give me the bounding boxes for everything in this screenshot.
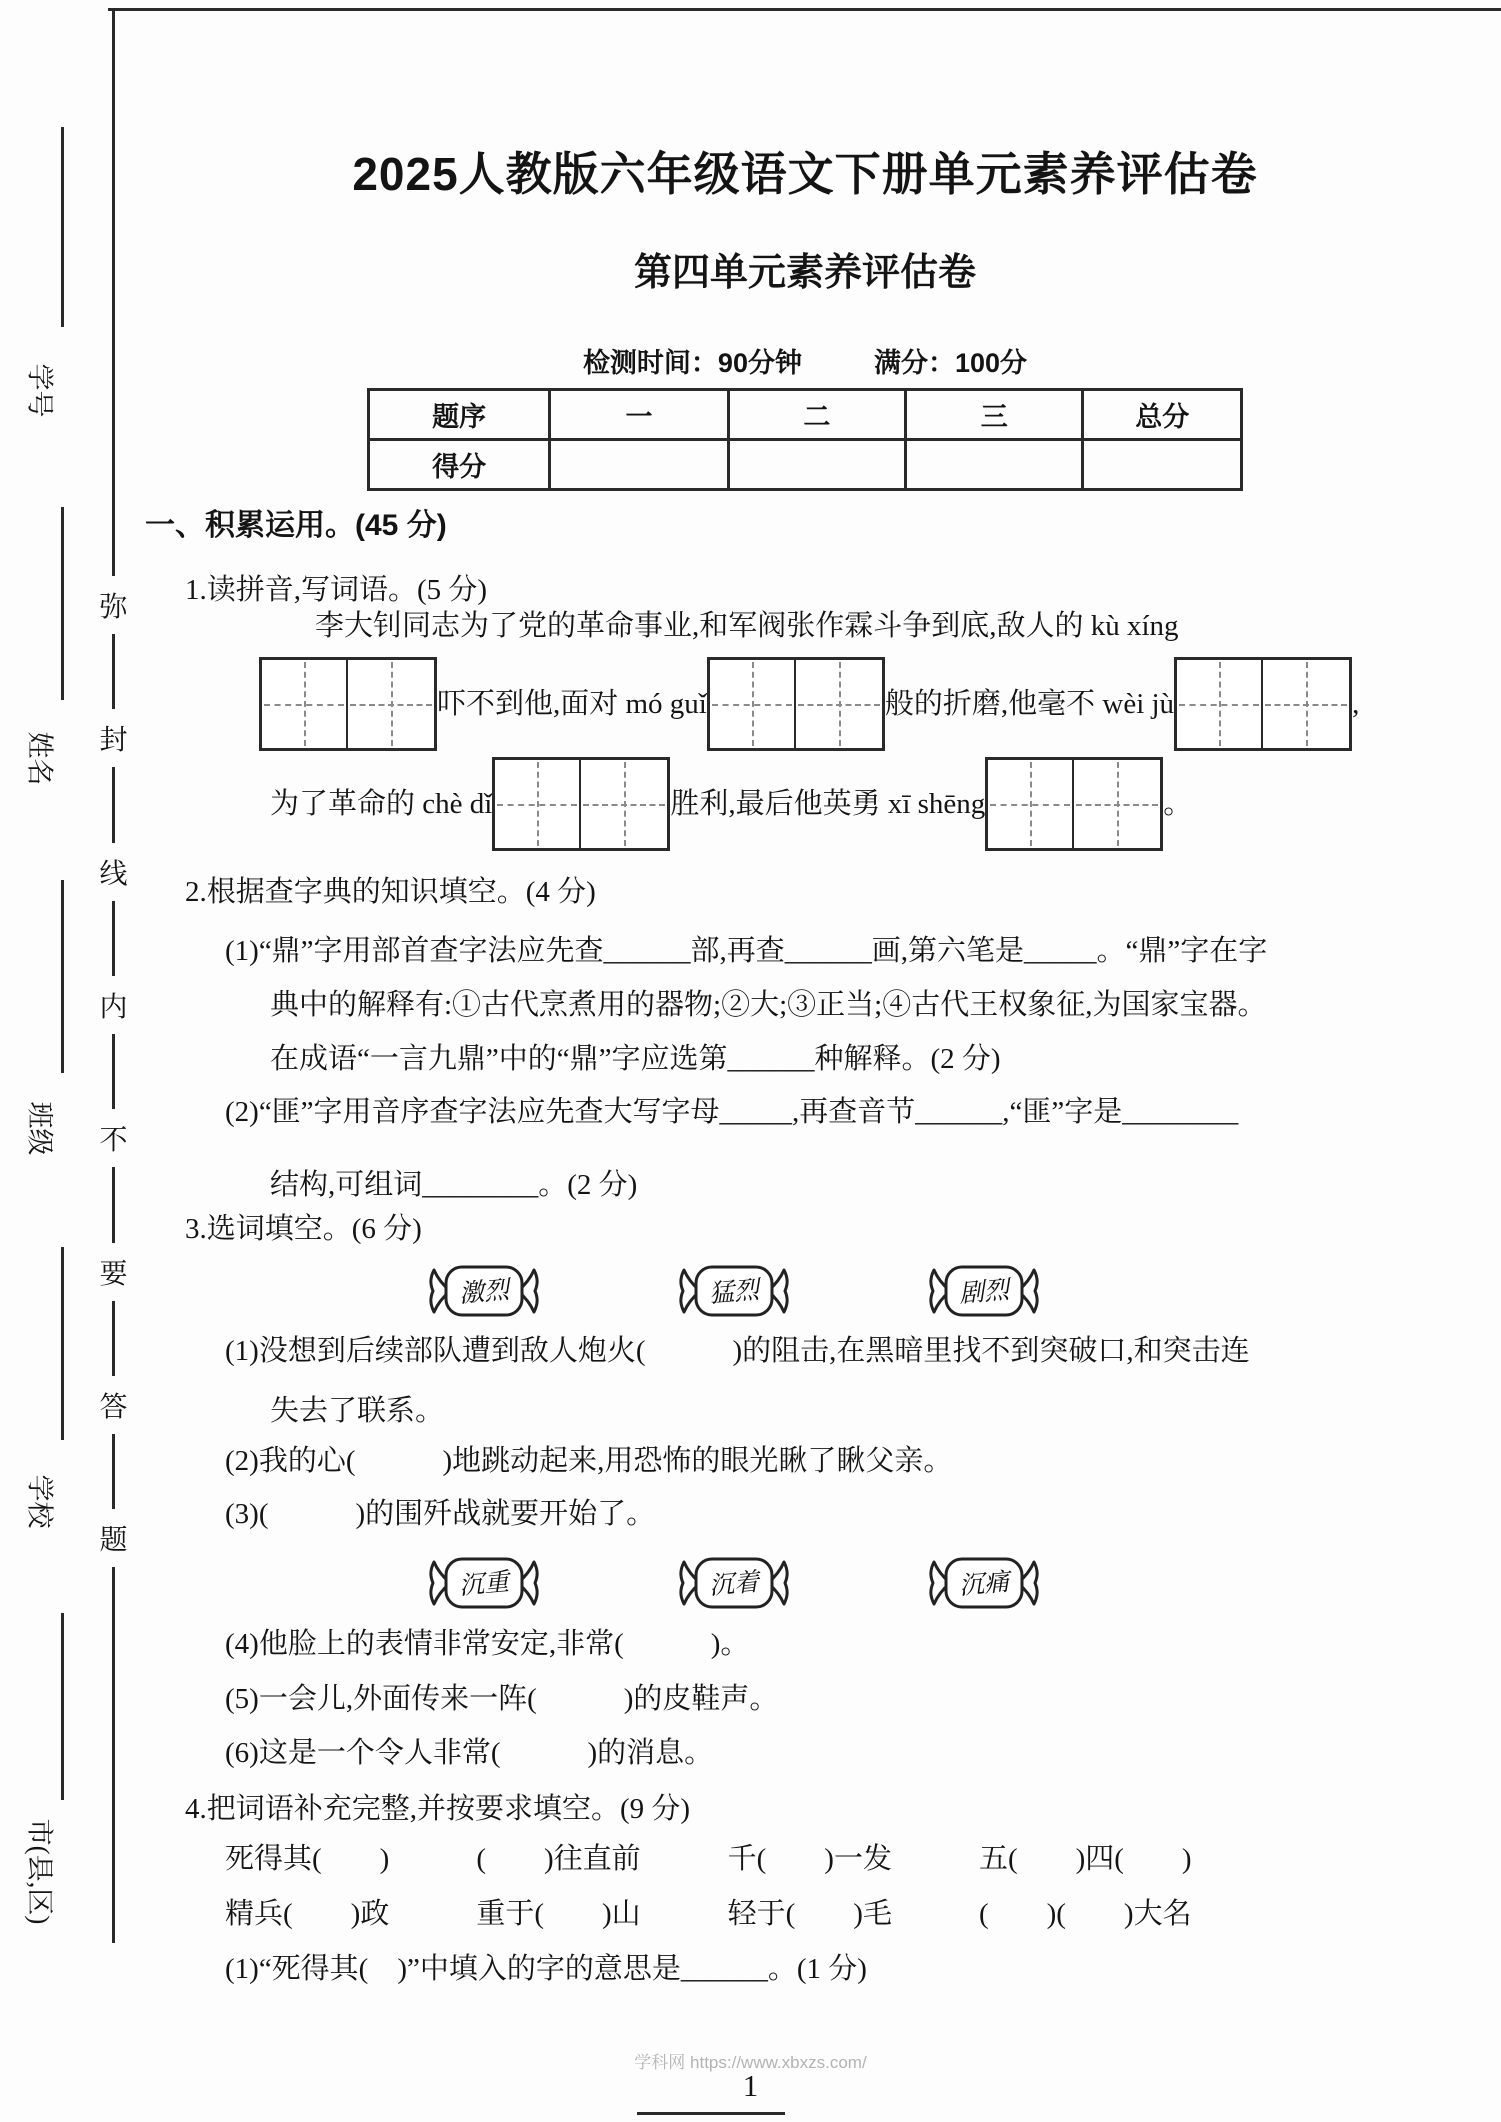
question-2-title: 2.根据查字典的知识填空。(4 分)	[185, 876, 596, 908]
q2-line: (1)“鼎”字用部首查字法应先查______部,再查______画,第六笔是_____。“鼎”字在字	[225, 935, 1268, 967]
q1-text-line-3	[270, 757, 1475, 851]
q2-line: 在成语“一言九鼎”中的“鼎”字应选第______种解释。(2 分)	[270, 1043, 1001, 1075]
q1-line3-text-b: 胜利,最后他英勇 xī shēng	[670, 788, 986, 820]
exam-score-label: 满分：100分	[873, 348, 1028, 378]
seal-char: 要	[95, 1243, 132, 1301]
field-label-school: 学校	[24, 1474, 55, 1529]
grid-cell	[1074, 760, 1160, 848]
word-candy	[923, 1262, 1045, 1320]
writing-grid	[492, 757, 670, 851]
score-table-cell: 一	[550, 390, 728, 440]
q1-line2-punct: ,	[1352, 688, 1360, 720]
question-4-title: 4.把词语补充完整,并按要求填空。(9 分)	[185, 1793, 691, 1825]
seal-char: 答	[95, 1376, 132, 1434]
score-table-cell: 题序	[369, 390, 550, 440]
grid-cell	[495, 760, 581, 848]
writing-grid	[1174, 657, 1352, 751]
word-candy-row-1	[423, 1262, 1475, 1320]
q1-line3-punct: 。	[1163, 788, 1193, 820]
word-candy-row-2	[423, 1554, 1475, 1612]
word-candy	[673, 1262, 795, 1320]
grid-cell	[796, 660, 882, 748]
field-label-class: 班级	[24, 1101, 55, 1156]
score-table-header-row	[369, 390, 1242, 440]
q3-item: (3)( )的围歼战就要开始了。	[225, 1498, 656, 1530]
page-title: 2025人教版六年级语文下册单元素养评估卷	[352, 148, 1258, 200]
main-content	[135, 0, 1475, 1984]
q2-line: 结构,可组词________。(2 分)	[270, 1169, 638, 1201]
grid-cell	[710, 660, 796, 748]
score-blank-cell	[550, 440, 728, 490]
q1-line2-text-a: 吓不到他,面对 mó guǐ	[437, 688, 707, 720]
word-candy	[423, 1262, 545, 1320]
word-candy	[673, 1554, 795, 1612]
score-table-cell: 得分	[369, 440, 550, 490]
q3-item-continuation: 失去了联系。	[270, 1395, 445, 1427]
q4-subquestion: (1)“死得其( )”中填入的字的意思是______。(1 分)	[225, 1953, 867, 1985]
grid-cell	[581, 760, 667, 848]
word-candy	[423, 1554, 545, 1612]
candy-label: 沉重	[458, 1568, 511, 1601]
score-blank-cell	[1083, 440, 1242, 490]
writing-grid	[985, 757, 1163, 851]
q1-text-line-1: 李大钊同志为了党的革命事业,和军阀张作霖斗争到底,敌人的 kù xíng	[315, 610, 1179, 642]
q3-item: (1)没想到后续部队遭到敌人炮火( )的阻击,在黑暗里找不到突破口,和突击连	[225, 1335, 1250, 1367]
watermark: 学科网 https://www.xbxzs.com/	[634, 2053, 867, 2072]
q1-line3-text-a: 为了革命的 chè dǐ	[270, 788, 493, 820]
grid-cell	[262, 660, 348, 748]
q1-text-line-2	[259, 657, 1475, 751]
seal-char: 内	[95, 976, 132, 1034]
writing-grid	[707, 657, 885, 751]
seal-char: 不	[95, 1109, 132, 1167]
question-1-title: 1.读拼音,写词语。(5 分)	[185, 574, 488, 606]
seal-char: 弥	[95, 576, 132, 634]
candy-label: 剧烈	[958, 1276, 1011, 1309]
grid-cell	[348, 660, 434, 748]
field-blank-line	[61, 127, 64, 327]
seal-char: 封	[95, 709, 132, 767]
q3-item: (2)我的心( )地跳动起来,用恐怖的眼光瞅了瞅父亲。	[225, 1445, 953, 1477]
score-table-cell: 二	[728, 390, 905, 440]
grid-cell	[1177, 660, 1263, 748]
writing-grid	[259, 657, 437, 751]
score-table	[367, 388, 1243, 491]
q4-word-row: 死得其( ) ( )往直前 千( )一发 五( )四( )	[225, 1843, 1192, 1875]
q4-word-row: 精兵( )政 重于( )山 轻于( )毛 ( )( )大名	[225, 1898, 1192, 1930]
seal-char: 题	[95, 1509, 132, 1567]
candy-label: 猛烈	[708, 1276, 761, 1309]
score-blank-cell	[728, 440, 905, 490]
grid-cell	[1263, 660, 1349, 748]
candy-label: 沉痛	[958, 1568, 1011, 1601]
score-blank-cell	[906, 440, 1083, 490]
exam-time-label: 检测时间：90分钟	[582, 348, 802, 378]
field-label-student-id: 学号	[24, 363, 55, 418]
bottom-page-mark	[637, 2112, 785, 2115]
score-table-score-row	[369, 440, 1242, 490]
field-label-city: 市(县,区)	[24, 1818, 55, 1925]
field-blank-line	[61, 1613, 64, 1800]
page-number: 1	[742, 2068, 759, 2103]
exam-info-line	[135, 348, 1475, 378]
q3-item: (5)一会儿,外面传来一阵( )的皮鞋声。	[225, 1683, 779, 1715]
word-candy	[923, 1554, 1045, 1612]
q2-line: 典中的解释有:①古代烹煮用的器物;②大;③正当;④古代王权象征,为国家宝器。	[270, 989, 1267, 1021]
score-table-cell: 总分	[1083, 390, 1242, 440]
question-3-title: 3.选词填空。(6 分)	[185, 1213, 422, 1245]
field-blank-line	[61, 507, 64, 700]
page-subtitle: 第四单元素养评估卷	[633, 252, 976, 294]
grid-cell	[988, 760, 1074, 848]
field-blank-line	[61, 1247, 64, 1440]
q3-item: (4)他脸上的表情非常安定,非常( )。	[225, 1628, 750, 1660]
candy-label: 激烈	[458, 1276, 511, 1309]
candy-label: 沉着	[708, 1568, 761, 1601]
seal-char: 线	[95, 843, 132, 901]
section-1-heading: 一、积累运用。(45 分)	[145, 509, 447, 542]
q1-line2-text-b: 般的折磨,他毫不 wèi jù	[884, 688, 1175, 720]
q2-line: (2)“匪”字用音序查字法应先查大写字母_____,再查音节______,“匪”字是________	[225, 1096, 1239, 1128]
field-label-name: 姓名	[24, 731, 55, 786]
score-table-cell: 三	[906, 390, 1083, 440]
q3-item: (6)这是一个令人非常( )的消息。	[225, 1737, 714, 1769]
field-blank-line	[61, 880, 64, 1073]
